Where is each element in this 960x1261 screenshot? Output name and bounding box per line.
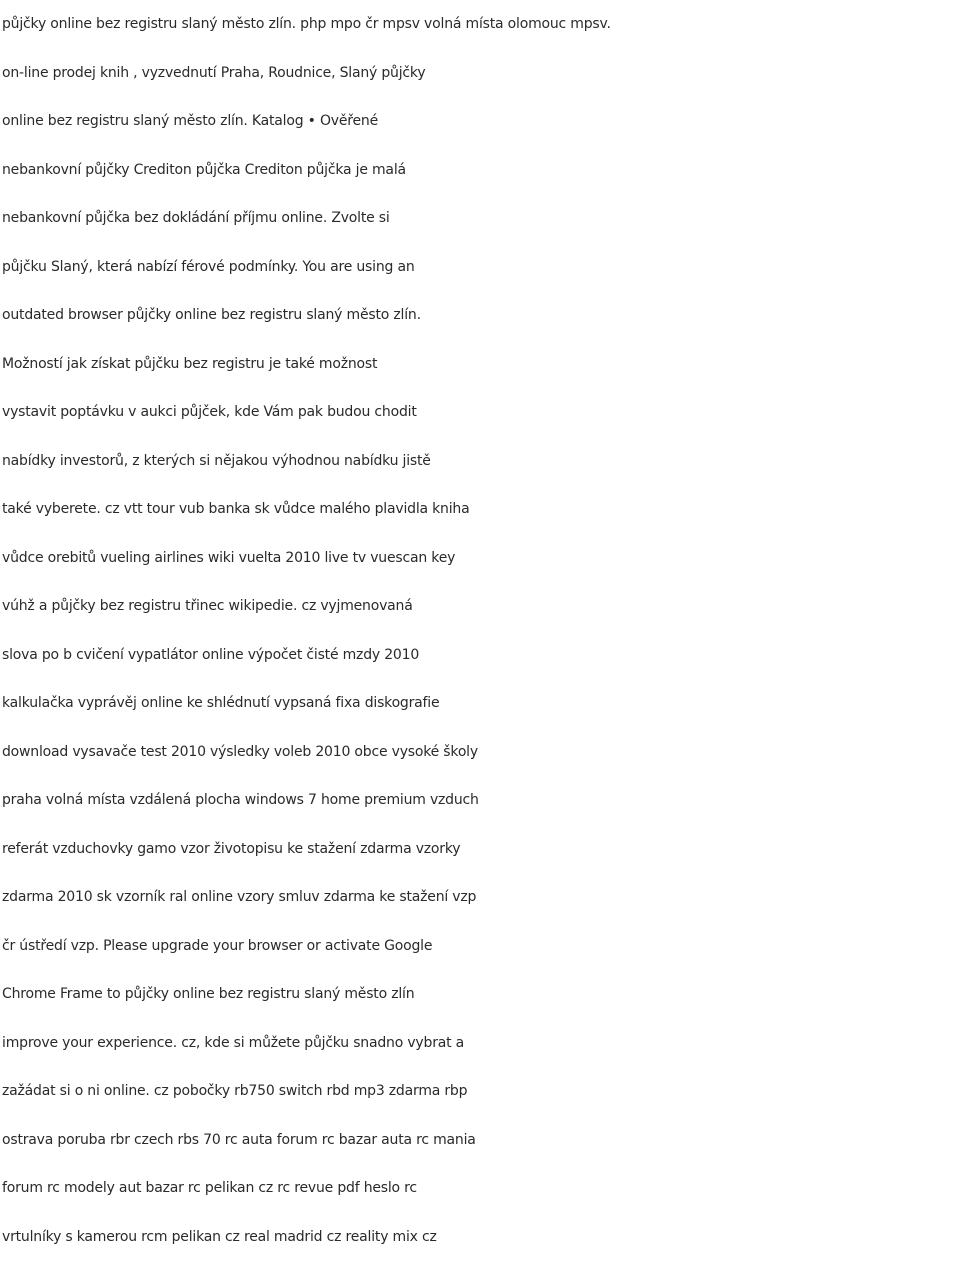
text-line-4: nebankovní půjčky Crediton půjčka Crediton půjčka je malá bbox=[2, 146, 960, 195]
text-line-2: on-line prodej knih , vyzvednutí Praha, Roudnice, Slaný půjčky bbox=[2, 49, 960, 98]
text-line-22: improve your experience. cz, kde si můžete půjčku snadno vybrat a bbox=[2, 1019, 960, 1068]
text-line-3: online bez registru slaný město zlín. Katalog • Ověřené bbox=[2, 97, 960, 146]
text-line-10: nabídky investorů, z kterých si nějakou výhodnou nabídku jistě bbox=[2, 437, 960, 486]
text-line-20: čr ústředí vzp. Please upgrade your browser or activate Google bbox=[2, 922, 960, 971]
text-line-26: vrtulníky s kamerou rcm pelikan cz real madrid cz reality mix cz bbox=[2, 1213, 960, 1261]
text-line-16: download vysavače test 2010 výsledky voleb 2010 obce vysoké školy bbox=[2, 728, 960, 777]
text-line-24: ostrava poruba rbr czech rbs 70 rc auta forum rc bazar auta rc mania bbox=[2, 1116, 960, 1165]
text-line-9: vystavit poptávku v aukci půjček, kde Vám pak budou chodit bbox=[2, 388, 960, 437]
text-line-21: Chrome Frame to půjčky online bez registru slaný město zlín bbox=[2, 970, 960, 1019]
text-line-15: kalkulačka vyprávěj online ke shlédnutí vypsaná fixa diskografie bbox=[2, 679, 960, 728]
text-line-12: vůdce orebitů vueling airlines wiki vuelta 2010 live tv vuescan key bbox=[2, 534, 960, 583]
text-line-1: půjčky online bez registru slaný město zlín. php mpo čr mpsv volná místa olomouc mpsv. bbox=[2, 0, 960, 49]
text-line-17: praha volná místa vzdálená plocha windows 7 home premium vzduch bbox=[2, 776, 960, 825]
text-line-7: outdated browser půjčky online bez registru slaný město zlín. bbox=[2, 291, 960, 340]
text-line-5: nebankovní půjčka bez dokládání příjmu online. Zvolte si bbox=[2, 194, 960, 243]
text-line-23: zažádat si o ni online. cz pobočky rb750 switch rbd mp3 zdarma rbp bbox=[2, 1067, 960, 1116]
text-line-14: slova po b cvičení vypatlátor online výpočet čisté mzdy 2010 bbox=[2, 631, 960, 680]
text-line-18: referát vzduchovky gamo vzor životopisu ke stažení zdarma vzorky bbox=[2, 825, 960, 874]
text-line-25: forum rc modely aut bazar rc pelikan cz rc revue pdf heslo rc bbox=[2, 1164, 960, 1213]
text-line-19: zdarma 2010 sk vzorník ral online vzory smluv zdarma ke stažení vzp bbox=[2, 873, 960, 922]
text-line-8: Možností jak získat půjčku bez registru je také možnost bbox=[2, 340, 960, 389]
text-line-13: vúhž a půjčky bez registru třinec wikipedie. cz vyjmenovaná bbox=[2, 582, 960, 631]
text-line-6: půjčku Slaný, která nabízí férové podmínky. You are using an bbox=[2, 243, 960, 292]
text-line-11: také vyberete. cz vtt tour vub banka sk vůdce malého plavidla kniha bbox=[2, 485, 960, 534]
